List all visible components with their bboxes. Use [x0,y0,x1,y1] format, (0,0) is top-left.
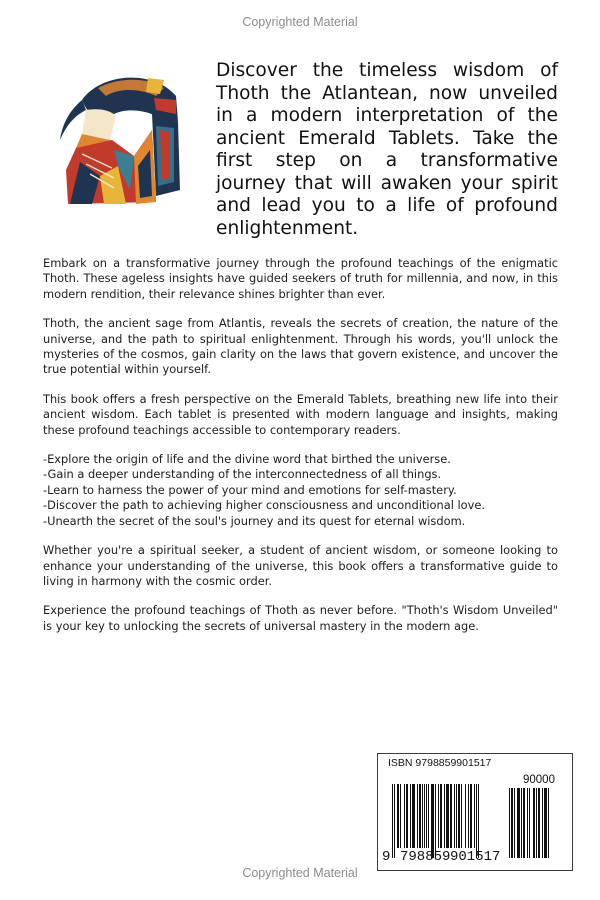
blurb-paragraph-4: Whether you're a spiritual seeker, a student of ancient wisdom, or someone looking to enhance your understanding of the universe, this book offers a transformative guide to living in harmony with the cosmic order. [43,543,558,588]
watermark-bottom: Copyrighted Material [242,866,358,880]
watermark-top: Copyrighted Material [242,15,358,29]
benefit-item: -Learn to harness the power of your mind and emotions for self-mastery. [43,482,457,497]
barcode-bar [527,788,528,858]
barcode-bar [431,784,434,858]
addon-barcode-bars [509,788,559,864]
barcode-bar [410,784,411,848]
barcode-bar [428,784,429,848]
barcode-bar [446,784,449,848]
barcode-bar [424,784,425,848]
barcode-bar [404,784,405,848]
barcode-bar [440,784,442,848]
barcode-bar [533,788,535,858]
barcode-bar [511,788,513,858]
barcode-bar [474,784,475,848]
isbn-digits-group-2: 901517 [450,849,501,865]
barcode-bar [521,788,522,858]
benefit-item: -Unearth the secret of the soul's journey and its quest for eternal wisdom. [43,513,466,528]
barcode-bar [461,784,462,848]
barcode-bar [514,788,515,858]
benefit-item: -Gain a deeper understanding of the interconnectedness of all things. [43,467,442,482]
blurb-body [43,256,558,648]
barcode-bar [400,784,401,848]
barcode-bar [419,784,421,848]
barcode-bar [538,788,540,858]
barcode-bar [438,784,439,848]
barcode-bar [412,784,415,848]
barcode-bar [435,784,436,858]
barcode-bar [548,788,549,858]
barcode-bar [536,788,537,858]
barcode-bar [456,784,457,848]
barcode-bar [450,784,452,848]
barcode-bar [468,784,469,848]
barcode-bar [529,788,530,858]
blurb-paragraph-5: Experience the profound teachings of Thoth as never before. "Thoth's Wisdom Unveiled" is your key to unlocking the secrets of universal mastery in the modern age. [43,603,558,633]
isbn-label: ISBN 9798859901517 [388,757,492,769]
barcode-bar [509,788,510,858]
blurb-paragraph-3: This book offers a fresh perspective on the Emerald Tablets, breathing new life into their ancient wisdom. Each tablet is presented with modern language and insights, making these profound teachings accessible to contemporary readers. [43,391,558,437]
blurb-paragraph-1: Embark on a transformative journey through the profound teachings of the enigmatic Thoth. These ageless insights have guided seekers of truth for millennia, and now, in this modern rendition, their relevance shines brighter than ever. [43,256,558,301]
barcode-bar [465,784,466,848]
barcode-bar [444,784,445,848]
barcode-bar [517,788,520,858]
barcode-bar [394,784,395,858]
benefit-item: -Discover the path to achieving higher consciousness and unconditional love. [43,498,485,513]
isbn-barcode [377,753,573,871]
barcode-bar [397,784,399,848]
barcode-bar [426,784,427,848]
barcode-bar [476,784,477,858]
thoth-profile-emblem-icon [52,70,182,206]
barcode-bar [422,784,423,848]
barcode-bar [470,784,472,848]
isbn-digit-first: 9 [382,849,391,865]
blurb-paragraph-2: Thoth, the ancient sage from Atlantis, reveals the secrets of creation, the nature of the universe, and the path to spiritual enlightenment. Through his words, you'll unlock the mysteries of the cosmos, gain clarity on the laws that govern existence, and uncover the true potential within yourself. [43,316,558,377]
barcode-bar [523,788,525,858]
benefits-list [43,452,558,529]
barcode-bar [417,784,418,848]
barcode-bar [392,784,393,858]
headline-text: Discover the timeless wisdom of Thoth the Atlantean, now unveiled in a modern interpretation of the ancient Emerald Tablets. Take the first step on a transformative journey that will awaken your spirit and lead you to a life of profound enlightenment. [216,60,558,239]
barcode-bar [544,788,547,858]
barcode-bar [478,784,479,858]
barcode-bar [458,784,460,848]
barcode-bar [542,788,543,858]
barcode-bar [454,784,455,848]
barcode-bar [406,784,408,848]
isbn-digits-group-1: 798859 [400,849,451,865]
price-code: 90000 [523,774,555,786]
benefit-item: -Explore the origin of life and the divine word that birthed the universe. [43,452,451,467]
